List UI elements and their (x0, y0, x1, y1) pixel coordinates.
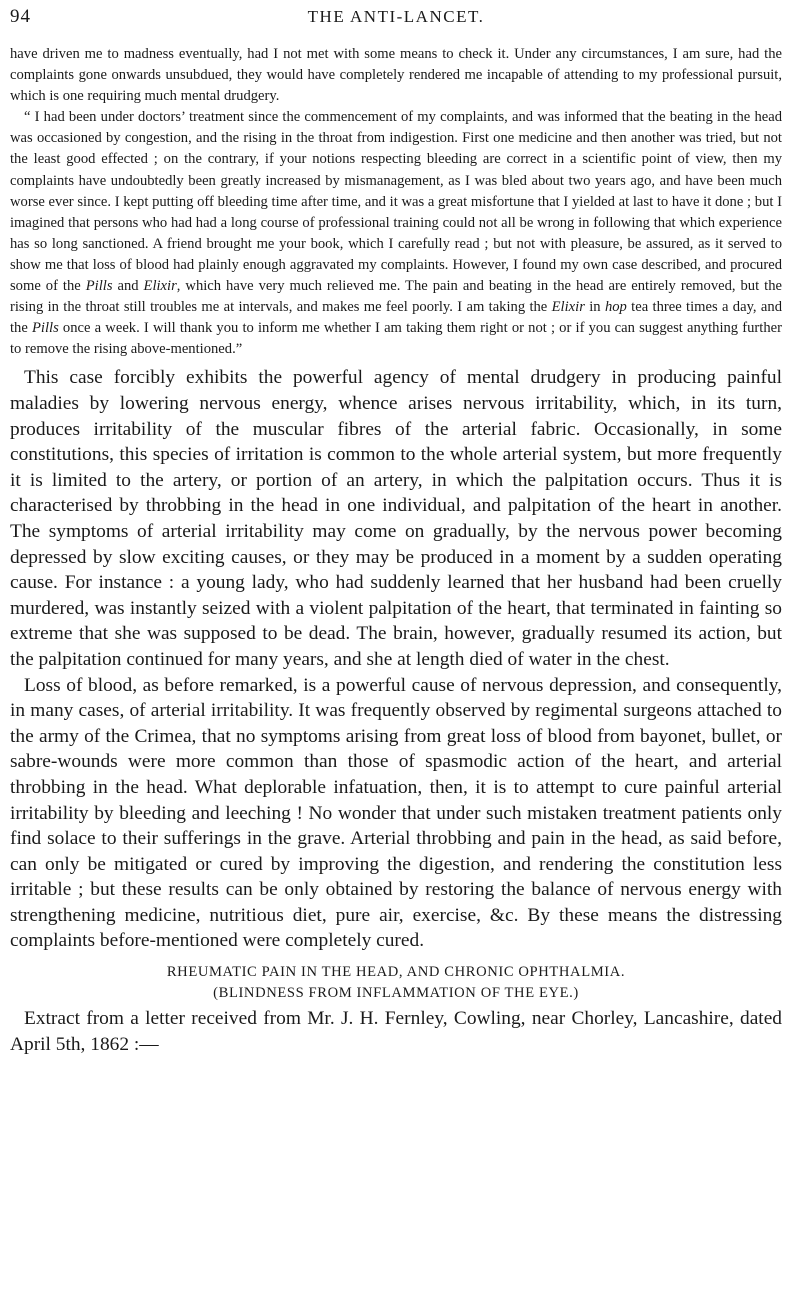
letter-quotation (10, 44, 782, 360)
letter-paragraph-1: have driven me to madness eventually, had I not met with some means to check it. Under any circumstances, I am sure, had the complaints gone onwards unsubdued, they would have completely rendered me incapable of attending to my professional pursuit, which is one requiring much mental drudgery. (10, 46, 782, 105)
section-heading-title: RHEUMATIC PAIN IN THE HEAD, AND CHRONIC OPHTHALMIA. (166, 964, 626, 981)
page-header (10, 6, 782, 32)
elixir-term: Elixir (143, 278, 177, 295)
running-head: THE ANTI-LANCET. (307, 7, 485, 26)
section-heading-subtitle: (BLINDNESS FROM INFLAMMATION OF THE EYE.) (213, 985, 579, 1002)
commentary (10, 365, 782, 954)
letter-text: tea three times a day, and the (10, 299, 782, 337)
letter-text: once a week. I will thank you to inform me whether I am taking them right or not ; or if you can suggest anything further to remove the rising above-mentioned.” (10, 320, 782, 358)
commentary-paragraph-1: This case forcibly exhibits the powerful agency of mental drudgery in producing painful maladies by lowering nervous energy, whence arises nervous irritability, which, in its turn, produces irritability of the muscular fibres of the arterial fabric. Occasionally, in some constitutions, this species of irritation is common to the whole arterial system, but more frequently it is limited to the artery, or portion of an artery, in which the palpitation occurs. Thus it is characterised by throbbing in the head in one individual, and palpitation of the heart in another. The symptoms of arterial irritability may come on gradually, by the nervous power becoming depressed by slow exciting causes, or they may be produced in a moment by a sudden operating cause. For instance : a young lady, who had suddenly learned that her husband had been cruelly murdered, was instantly seized with a violent palpitation of the heart, that terminated in fainting so extreme that she was supposed to be dead. The brain, however, gradually resumed its action, but the palpitation continued for many years, and she at length died of water in the chest. (10, 367, 782, 670)
hop-term: hop (604, 299, 627, 316)
pills-term: Pills (32, 320, 59, 337)
section-heading (10, 962, 782, 1004)
pills-term: Pills (85, 278, 113, 295)
commentary-paragraph-2: Loss of blood, as before remarked, is a powerful cause of nervous depression, and consequently, in many cases, of arterial irritability. It was frequently observed by regimental surgeons attached to the army of the Crimea, that no symptoms arising from great loss of blood from bayonet, bullet, or sabre-wounds were more common than those of spasmodic action of the heart, and arterial throbbing in the head. What deplorable infatuation, then, it is to attempt to cure painful arterial irritability by bleeding and leeching ! No wonder that under such mistaken treatment patients only find solace to their sufferings in the grave. Arterial throbbing and pain in the head, as said before, can only be mitigated or cured by improving the digestion, and rendering the constitution less irritable ; but these results can be only obtained by restoring the balance of nervous energy with strengthening medicine, nutritious diet, pure air, exercise, &c. By these means the distressing complaints before-mentioned were completely cured. (10, 674, 782, 952)
letter-text: “ I had been under doctors’ treatment since the commencement of my complaints, and was informed that the beating in the head was occasioned by congestion, and the rising in the throat from indigestion. First one medicine and then another was tried, but not the least good effected ; on the contrary, if your notions respecting bleeding are correct in a scientific point of view, then my complaints have undoubtedly been greatly increased by mismanagement, as I was bled about two years ago, and have been much worse ever since. I kept putting off bleeding time after time, and it was a great misfortune that I yielded at last to have it done ; but I imagined that persons who had had a long course of professional training could not all be wrong in following that which experience has so long sanctioned. A friend brought me your book, which I carefully read ; but not with pleasure, be assured, as it served to show me that loss of blood had plainly enough aggravated my complaints. However, I found my own case described, and procured some of the (10, 109, 782, 295)
letter-text: , which have very much relieved me. The pain and beating in the head are entirely removed, but the rising in the throat still troubles me at intervals, and makes me feel poorly. I am taking the (10, 278, 782, 316)
letter-paragraph-2 (10, 107, 782, 360)
extract-intro: Extract from a letter received from Mr. J. H. Fernley, Cowling, near Chorley, Lancashire, dated April 5th, 1862 :— (10, 1008, 782, 1055)
letter-text: in (584, 299, 605, 316)
page-number: 94 (10, 6, 31, 27)
letter-text: and (112, 278, 144, 295)
elixir-term: Elixir (551, 299, 585, 316)
